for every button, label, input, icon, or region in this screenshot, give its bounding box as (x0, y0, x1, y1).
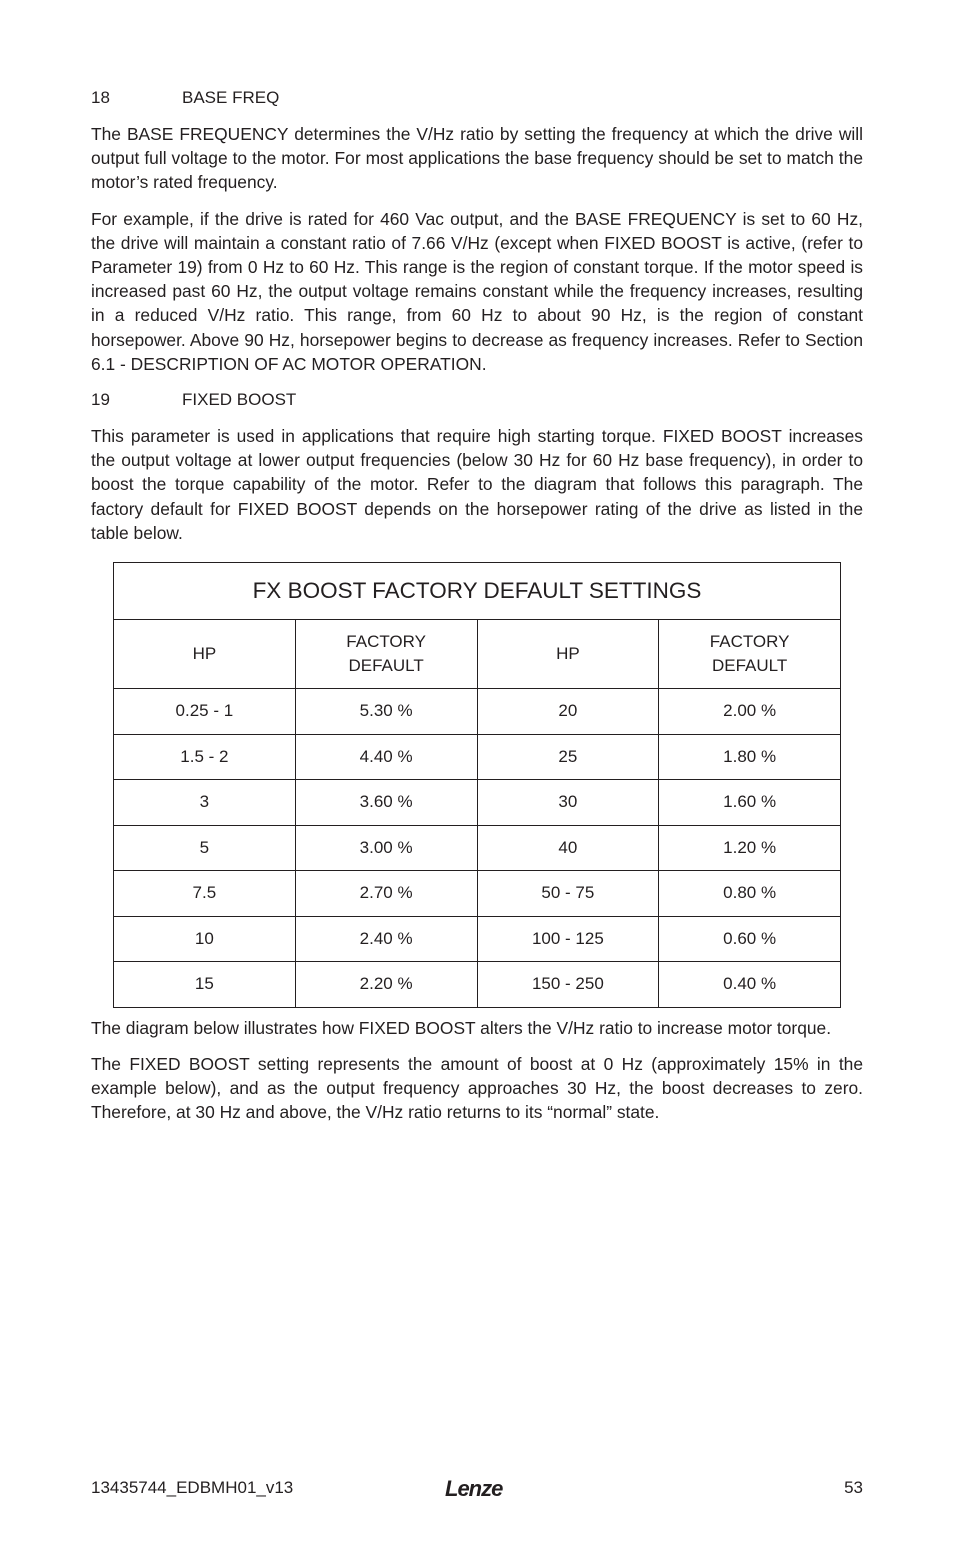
section-18-title: BASE FREQ (182, 88, 280, 107)
table-row (114, 689, 841, 735)
section-18-paragraph-2: For example, if the drive is rated for 460 Vac output, and the BASE FREQUENCY is set to 60 Hz, the drive will maintain a constant ratio of 7.66 V/Hz (except when FIXED BOOST is active, (refer to Parameter 19) from 0 Hz to 60 Hz. This range is the region of constant torque. If the motor speed is increased past 60 Hz, the output voltage remains constant while the frequency increases, resulting in a reduced V/Hz ratio. This range, from 60 Hz to about 90 Hz, is the region of constant horsepower. Above 90 Hz, horsepower begins to decrease as frequency increases. Refer to Section 6.1 - DESCRIPTION OF AC MOTOR OPERATION. (91, 208, 863, 374)
table-cell: 7.5 (114, 871, 296, 917)
diagram-intro-paragraph: The diagram below illustrates how FIXED BOOST alters the V/Hz ratio to increase motor torque. (91, 1017, 832, 1038)
table-row (114, 734, 841, 780)
table-row (114, 825, 841, 871)
table-cell: 3.60 % (295, 780, 477, 826)
column-header-hp: HP (477, 620, 659, 689)
table-cell: 100 - 125 (477, 916, 659, 962)
table-cell: 1.20 % (659, 825, 841, 871)
table-cell: 2.00 % (659, 689, 841, 735)
column-header-factory-default: FACTORY DEFAULT (659, 620, 841, 689)
table-cell: 40 (477, 825, 659, 871)
table-cell: 0.40 % (659, 962, 841, 1008)
table-header-row (114, 620, 841, 689)
lenze-logo: Lenze (445, 1476, 503, 1501)
table-cell: 30 (477, 780, 659, 826)
table-cell: 20 (477, 689, 659, 735)
table-cell: 3 (114, 780, 296, 826)
table-cell: 15 (114, 962, 296, 1008)
table-row (114, 962, 841, 1008)
table-cell: 4.40 % (295, 734, 477, 780)
section-19-paragraph-1: This parameter is used in applications that require high starting torque. FIXED BOOST increases the output voltage at lower output frequencies (below 30 Hz for 60 Hz base frequency), in order to boost the torque capability of the motor. Refer to the diagram that follows this paragraph. The factory default for FIXED BOOST depends on the horsepower rating of the drive as listed in the table below. (91, 426, 863, 543)
table-cell: 1.60 % (659, 780, 841, 826)
table-cell: 1.80 % (659, 734, 841, 780)
section-18-paragraph-1: The BASE FREQUENCY determines the V/Hz ratio by setting the frequency at which the drive will output full voltage to the motor. For most applications the base frequency should be set to match the motor’s rated frequency. (91, 124, 863, 193)
section-18-number: 18 (91, 88, 110, 107)
table-cell: 0.80 % (659, 871, 841, 917)
table-cell: 25 (477, 734, 659, 780)
table-cell: 10 (114, 916, 296, 962)
boost-table-container (113, 562, 841, 1008)
table-cell: 50 - 75 (477, 871, 659, 917)
section-18-heading (91, 86, 863, 110)
table-cell: 5.30 % (295, 689, 477, 735)
boost-explanation-paragraph: The FIXED BOOST setting represents the amount of boost at 0 Hz (approximately 15% in the example below), and as the output frequency approaches 30 Hz, the boost decreases to zero. Therefore, at 30 Hz and above, the V/Hz ratio returns to its “normal” state. (91, 1053, 863, 1123)
page-footer (91, 1476, 863, 1504)
table-cell: 0.25 - 1 (114, 689, 296, 735)
section-19-number: 19 (91, 390, 110, 410)
page-number: 53 (844, 1478, 863, 1497)
column-header-hp: HP (114, 620, 296, 689)
boost-defaults-table (113, 562, 841, 1008)
table-cell: 1.5 - 2 (114, 734, 296, 780)
table-row (114, 871, 841, 917)
table-row (114, 916, 841, 962)
column-header-factory-default: FACTORY DEFAULT (295, 620, 477, 689)
table-cell: 3.00 % (295, 825, 477, 871)
document-id: 13435744_EDBMH01_v13 (91, 1478, 294, 1497)
table-cell: 5 (114, 825, 296, 871)
table-cell: 2.40 % (295, 916, 477, 962)
table-cell: 150 - 250 (477, 962, 659, 1008)
section-19-title: FIXED BOOST (182, 390, 297, 410)
table-title: FX BOOST FACTORY DEFAULT SETTINGS (114, 563, 841, 620)
table-cell: 2.70 % (295, 871, 477, 917)
table-cell: 0.60 % (659, 916, 841, 962)
page-content (91, 86, 863, 1136)
table-cell: 2.20 % (295, 962, 477, 1008)
section-19-heading (91, 388, 863, 412)
table-row (114, 780, 841, 826)
